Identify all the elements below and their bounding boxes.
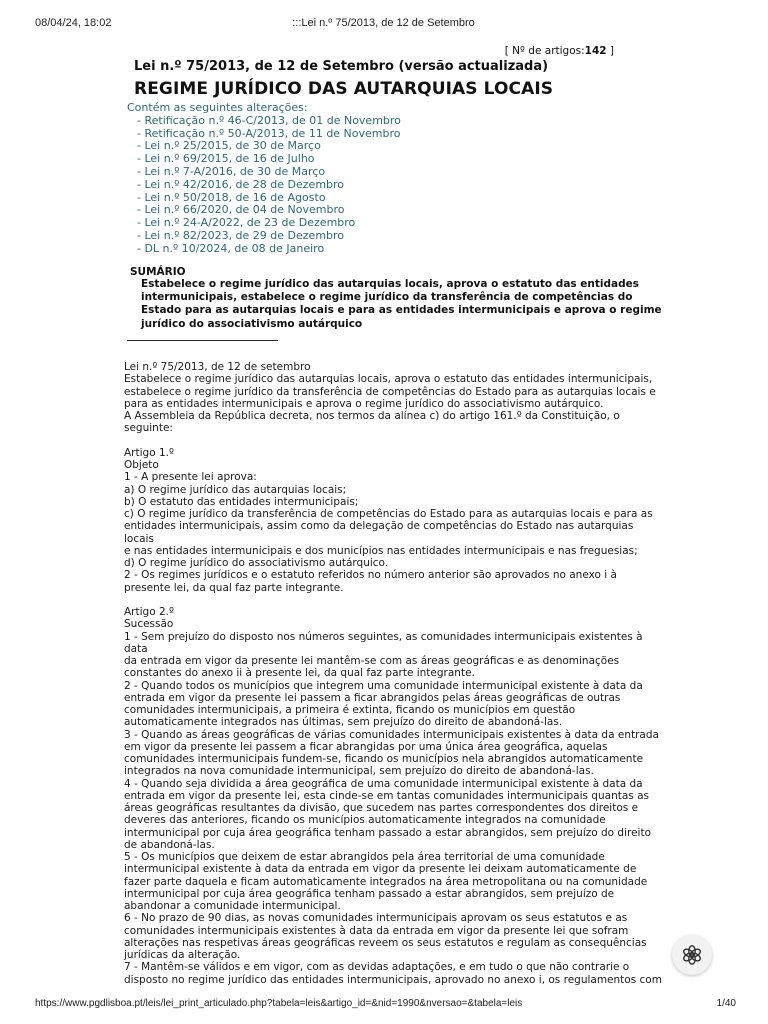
print-timestamp: 08/04/24, 18:02	[35, 17, 112, 29]
body-line: abandonar a comunidade intermunicipal.	[124, 900, 341, 912]
law-body-text	[124, 361, 664, 986]
body-line: jurídicas da alteração.	[124, 949, 241, 961]
body-line: intermunicipal por cuja área geográfica tenham passado a estar abrangidos, sem prejuízo do direito	[124, 826, 652, 839]
body-line: comunidades intermunicipais existentes à data da entrada em vigor da presente lei que sofram	[124, 924, 629, 937]
body-line: Artigo 2.º	[124, 606, 174, 618]
body-line: Artigo 1.º	[124, 446, 174, 459]
print-url: https://www.pgdlisboa.pt/leis/lei_print_articulado.php?tabela=leis&artigo_id=&nid=1990&nversao=&tabela=leis	[35, 998, 523, 1009]
change-link[interactable]: - Lei n.º 69/2015, de 16 de Julho	[137, 152, 315, 166]
body-line: Sucessão	[124, 618, 174, 631]
body-line: constantes do anexo ii à presente lei, da qual faz parte integrante.	[124, 667, 475, 680]
paragraph-gap	[124, 435, 664, 447]
body-line: fazer parte daquela e ficam automaticamente integrados na área metropolitana ou na comunidade	[124, 875, 648, 888]
body-line: entrada em vigor da presente lei, esta cinde-se em tantas comunidades intermunicipais quantas as	[124, 789, 649, 802]
body-line: e nas entidades intermunicipais e dos municípios nas entidades intermunicipais e nas freguesias;	[124, 544, 638, 557]
change-link[interactable]: - Lei n.º 66/2020, de 04 de Novembro	[137, 203, 345, 217]
body-line: integrados na nova comunidade intermunicipal, sem prejuízo do direito de abandoná-las.	[124, 765, 594, 778]
page-count: 1/40	[716, 998, 736, 1009]
body-line: Objeto	[124, 459, 159, 471]
change-link[interactable]: - Lei n.º 24-A/2022, de 23 de Dezembro	[137, 216, 356, 230]
body-line: 7 - Mantêm-se válidos e em vigor, com as devidas adaptações, e em tudo o que não contrarie o	[124, 961, 630, 974]
body-line: 4 - Quando seja dividida a área geográfica de uma comunidade intermunicipal existente à data da	[124, 777, 643, 790]
body-line: entrada em vigor da presente lei passem a ficar abrangidos pelas áreas geográficas de outras	[124, 691, 621, 704]
body-line: de abandoná-las.	[124, 838, 215, 851]
body-line: deveres das anteriores, ficando os municípios automaticamente integrados na comunidade	[124, 814, 606, 827]
changes-section	[127, 102, 401, 256]
change-link[interactable]: - Lei n.º 82/2023, de 29 de Dezembro	[137, 228, 345, 242]
law-heading: Lei n.º 75/2013, de 12 de Setembro (versão actualizada)	[134, 59, 549, 74]
body-line: c) O regime jurídico da transferência de competências do Estado para as autarquias locais e para as	[124, 508, 653, 520]
change-link[interactable]: - Retificação n.º 50-A/2013, de 11 de Novembro	[137, 126, 401, 140]
body-line: comunidades intermunicipais, a primeira é extinta, ficando os municípios em questão	[124, 704, 576, 716]
body-line: da entrada em vigor da presente lei mantêm-se com as áreas geográficas e as denominações	[124, 655, 620, 667]
articles-count-close: ]	[606, 45, 614, 57]
body-line: intermunicipal existente à data da entrada em vigor da presente lei deixam automaticamente de	[124, 863, 637, 876]
change-link[interactable]: - Lei n.º 7-A/2016, de 30 de Março	[137, 164, 326, 178]
body-line: A Assembleia da República decreta, nos termos da alínea c) do artigo 161.º da Constituição, o	[124, 410, 620, 422]
body-line: estabelece o regime jurídico da transferência de competências do Estado para as autarquias locais e	[124, 385, 656, 398]
openai-knot-icon[interactable]	[672, 935, 712, 975]
body-line: 2 - Os regimes jurídicos e o estatuto referidos no número anterior são aprovados no anexo i à	[124, 569, 617, 582]
body-line: presente lei, da qual faz parte integrante.	[124, 581, 344, 594]
body-line: seguinte:	[124, 422, 173, 435]
summary-text: Estabelece o regime jurídico das autarquias locais, aprova o estatuto das entidades intermunicipais, estabelece o regime jurídico da transferência de competências do Estado para as autarquias locais e para as entidades intermunicipais e aprova o regime jurídico do associativismo autárquico	[141, 278, 662, 330]
body-line: disposto no regime jurídico das entidades intermunicipais, aprovado no anexo i, os regulamentos com	[124, 973, 662, 986]
body-line: automaticamente integrados nas últimas, sem prejuízo do direito de abandoná-las.	[124, 716, 563, 729]
paragraph-gap	[124, 594, 664, 606]
body-line: 1 - A presente lei aprova:	[124, 471, 257, 484]
change-link[interactable]: - Lei n.º 50/2018, de 16 de Agosto	[137, 190, 326, 204]
change-link[interactable]: - Lei n.º 25/2015, de 30 de Março	[137, 139, 321, 153]
body-line: 6 - No prazo de 90 dias, as novas comunidades intermunicipais aprovam os seus estatutos e as	[124, 912, 628, 925]
body-line: comunidades intermunicipais fundem-se, ficando os municípios nela abrangidos automaticamente	[124, 753, 644, 765]
body-line: b) O estatuto das entidades intermunicipais;	[124, 495, 359, 508]
print-doc-title: :::Lei n.º 75/2013, de 12 de Setembro	[292, 17, 475, 29]
body-line: intermunicipal por cuja área geográfica tenham passado a estar abrangidos, sem prejuízo de	[124, 887, 615, 900]
changes-heading: Contém as seguintes alterações:	[127, 101, 308, 114]
body-line: em vigor da presente lei passem a ficar abrangidas por uma única área geográfica, aquelas	[124, 740, 608, 753]
body-line: 1 - Sem prejuízo do disposto nos números seguintes, as comunidades intermunicipais existentes à data	[124, 630, 643, 655]
body-line: para as entidades intermunicipais e aprova o regime jurídico do associativismo autárquico.	[124, 397, 604, 410]
body-line: alterações nas respetivas áreas geográficas reveem os seus estatutos e regulam as consequências	[124, 936, 647, 949]
changes-list	[127, 115, 401, 256]
articles-count-label: [ Nº de artigos:	[504, 45, 585, 57]
change-link[interactable]: - Retificação n.º 46-C/2013, de 01 de Novembro	[137, 113, 401, 127]
articles-count	[505, 45, 614, 57]
articles-count-value: 142	[584, 45, 607, 57]
section-divider	[127, 340, 278, 341]
body-line: Lei n.º 75/2013, de 12 de setembro	[124, 361, 311, 373]
change-link[interactable]: - Lei n.º 42/2016, de 28 de Dezembro	[137, 177, 345, 191]
body-line: 5 - Os municípios que deixem de estar abrangidos pela área territorial de uma comunidade	[124, 851, 605, 863]
summary-label: SUMÁRIO	[130, 266, 186, 278]
change-link[interactable]: - DL n.º 10/2024, de 08 de Janeiro	[137, 241, 325, 255]
body-line: entidades intermunicipais, assim como da delegação de competências do Estado nas autarquias locais	[124, 520, 634, 545]
regime-title: REGIME JURÍDICO DAS AUTARQUIAS LOCAIS	[134, 79, 554, 99]
body-line: Estabelece o regime jurídico das autarquias locais, aprova o estatuto das entidades intermunicipais,	[124, 373, 653, 386]
body-line: 2 - Quando todos os municípios que integrem uma comunidade intermunicipal existente à data da	[124, 679, 643, 692]
body-line: áreas geográficas resultantes da divisão, que sucedem nas partes correspondentes dos direitos e	[124, 802, 639, 814]
body-line: 3 - Quando as áreas geográficas de várias comunidades intermunicipais existentes à data da entrada	[124, 728, 659, 741]
body-line: d) O regime jurídico do associativismo autárquico.	[124, 557, 389, 569]
body-line: a) O regime jurídico das autarquias locais;	[124, 483, 347, 496]
